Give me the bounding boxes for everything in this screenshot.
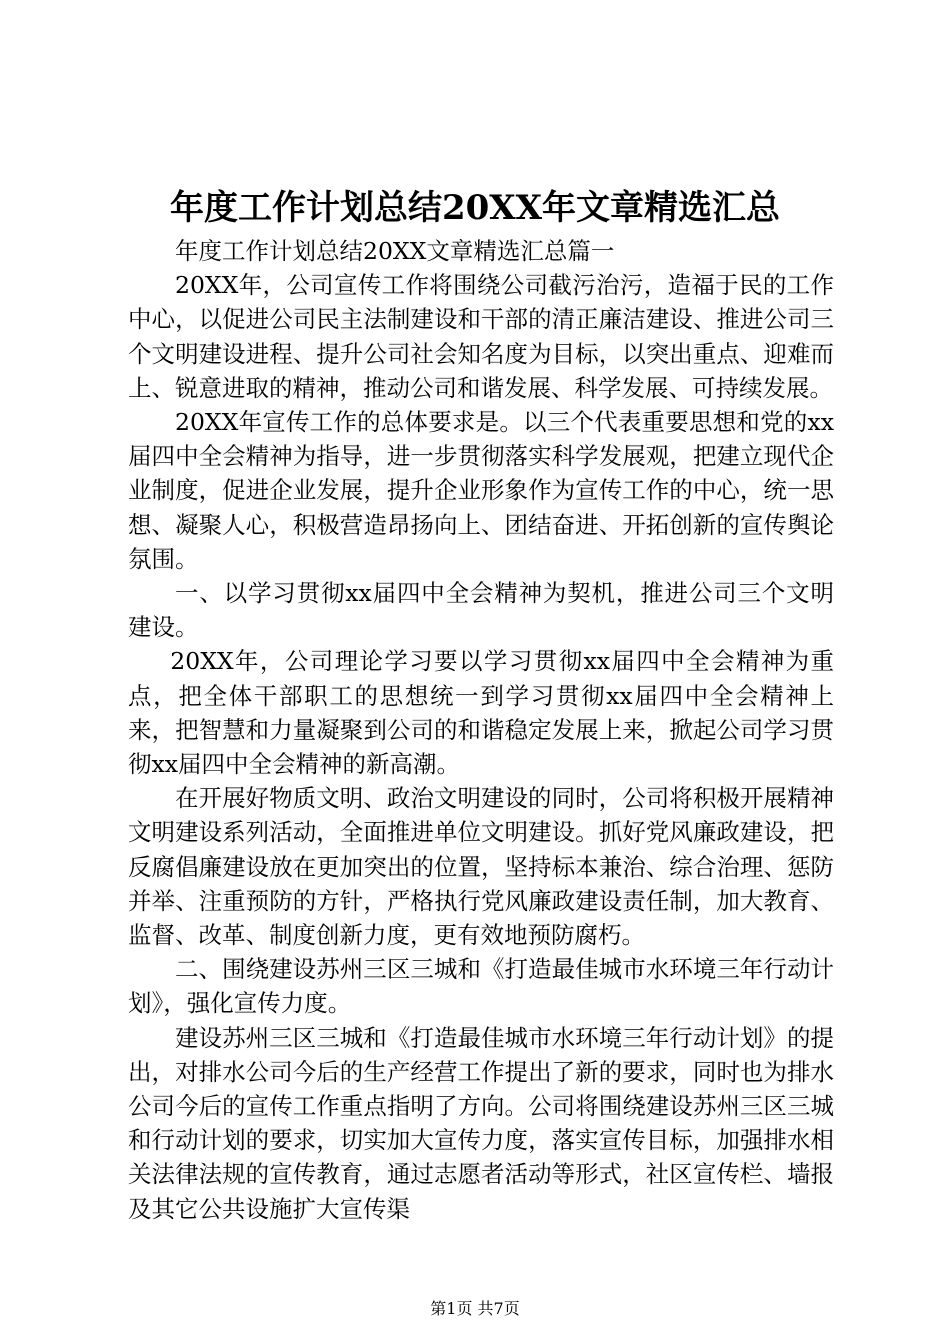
body-paragraph: 在开展好物质文明、政治文明建设的同时，公司将积极开展精神文明建设系列活动，全面推进单位文明建设。抓好党风廉政建设，把反腐倡廉建设放在更加突出的位置，坚持标本兼治、综合治理、惩防并举、注重预防的方针，严格执行党风廉政建设责任制，加大教育、监督、改革、制度创新力度，更有效地预防腐朽。: [128, 784, 834, 950]
section-heading: 年度工作计划总结20XX文章精选汇总篇一: [175, 237, 615, 265]
document-body: [128, 234, 834, 1226]
body-paragraph: 20XX年，公司理论学习要以学习贯彻xx届四中全会精神为重点，把全体干部职工的思想统一到学习贯彻xx届四中全会精神上来，把智慧和力量凝聚到公司的和谐稳定发展上来，掀起公司学习贯彻xx届四中全会精神的新高潮。: [128, 647, 834, 779]
subsection-heading: 二、围绕建设苏州三区三城和《打造最佳城市水环境三年行动计划》，强化宣传力度。: [128, 955, 834, 1018]
page-number-footer: 第1页 共7页: [430, 1299, 520, 1318]
document-title: 年度工作计划总结20XX年文章精选汇总: [169, 188, 781, 228]
subsection-heading: 一、以学习贯彻xx届四中全会精神为契机，推进公司三个文明建设。: [128, 579, 834, 642]
body-paragraph: 建设苏州三区三城和《打造最佳城市水环境三年行动计划》的提出，对排水公司今后的生产经营工作提出了新的要求，同时也为排水公司今后的宣传工作重点指明了方向。公司将围绕建设苏州三区三城和行动计划的要求，切实加大宣传力度，落实宣传目标，加强排水相关法律法规的宣传教育，通过志愿者活动等形式，社区宣传栏、墙报及其它公共设施扩大宣传渠: [128, 1023, 834, 1223]
body-paragraph: 20XX年，公司宣传工作将围绕公司截污治污，造福于民的工作中心，以促进公司民主法制建设和干部的清正廉洁建设、推进公司三个文明建设进程、提升公司社会知名度为目标，以突出重点、迎难而上、锐意进取的精神，推动公司和谐发展、科学发展、可持续发展。: [128, 271, 834, 402]
body-paragraph: 20XX年宣传工作的总体要求是。以三个代表重要思想和党的xx届四中全会精神为指导，进一步贯彻落实科学发展观，把建立现代企业制度，促进企业发展，提升企业形象作为宣传工作的中心，统一思想、凝聚人心，积极营造昂扬向上、团结奋进、开拓创新的宣传舆论氛围。: [128, 408, 834, 573]
